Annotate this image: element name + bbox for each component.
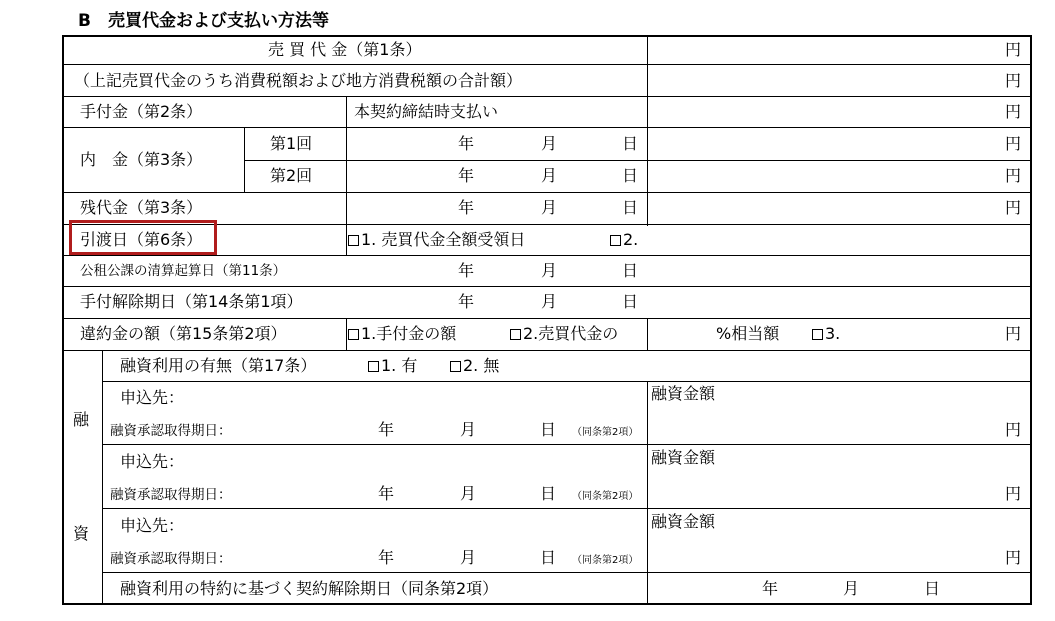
- tax-start-day: 日: [622, 261, 639, 280]
- table-border-bottom: [62, 603, 1032, 605]
- table-border-left: [62, 35, 64, 605]
- row-line: [102, 572, 1032, 573]
- row-line: [62, 127, 1032, 128]
- balance-month: 月: [541, 198, 558, 217]
- penalty-yen: 円: [1005, 324, 1022, 343]
- interim-second-year: 年: [458, 166, 475, 185]
- special-cancel-day: 日: [924, 579, 941, 598]
- loan-side-label-1: 融: [73, 410, 90, 429]
- balance-year: 年: [458, 198, 475, 217]
- loan2-day: 日: [540, 484, 557, 503]
- loan3-day: 日: [540, 548, 557, 567]
- interim-first-year: 年: [458, 134, 475, 153]
- interim-second-month: 月: [541, 166, 558, 185]
- row-line: [62, 64, 1032, 65]
- penalty-option-2-label: 2.売買代金の: [523, 324, 619, 343]
- loan3-year: 年: [378, 548, 395, 567]
- balance-label: 残代金（第3条）: [80, 198, 203, 217]
- row-line: [62, 255, 1032, 256]
- row-line: [102, 508, 1032, 509]
- penalty-label: 違約金の額（第15条第2項）: [80, 324, 287, 343]
- interim-label: 内 金（第3条）: [80, 150, 203, 169]
- cancel-deadline-month: 月: [541, 292, 558, 311]
- loan1-year: 年: [378, 420, 395, 439]
- interim-second-label: 第2回: [270, 166, 313, 185]
- delivery-option-2-label: 2.: [623, 230, 639, 249]
- deposit-yen: 円: [1005, 102, 1022, 121]
- balance-day: 日: [622, 198, 639, 217]
- col-line: [102, 350, 103, 605]
- col-line: [647, 381, 648, 605]
- interim-first-day: 日: [622, 134, 639, 153]
- loan3-amount-label: 融資金額: [651, 512, 716, 531]
- loan-yes-option[interactable]: [368, 356, 417, 376]
- interim-first-month: 月: [541, 134, 558, 153]
- delivery-highlight-box: [69, 220, 217, 255]
- loan1-approval-label: 融資承認取得期日：: [110, 423, 232, 439]
- loan1-amount-label: 融資金額: [651, 384, 716, 403]
- table-border-top: [62, 35, 1032, 37]
- row-line: [102, 444, 1032, 445]
- loan3-applicant-label: 申込先：: [120, 516, 185, 535]
- loan-no-label: 2. 無: [463, 356, 500, 375]
- loan1-yen: 円: [1005, 420, 1022, 439]
- row-line: [62, 350, 1032, 351]
- special-cancel-month: 月: [843, 579, 860, 598]
- loan3-month: 月: [460, 548, 477, 567]
- special-cancel-year: 年: [762, 579, 779, 598]
- loan3-clause-note: （同条第2項）: [572, 555, 639, 566]
- loan2-month: 月: [460, 484, 477, 503]
- table-border-right: [1030, 35, 1032, 605]
- tax-start-label: 公租公課の清算起算日（第11条）: [80, 263, 287, 279]
- interim-second-yen: 円: [1005, 166, 1022, 185]
- loan2-applicant-label: 申込先：: [120, 452, 185, 471]
- loan2-clause-note: （同条第2項）: [572, 491, 639, 502]
- penalty-option-3-label: 3.: [825, 324, 841, 343]
- row-line: [62, 96, 1032, 97]
- checkbox-icon[interactable]: [348, 235, 359, 246]
- delivery-option-1-label: 1. 売買代金全額受領日: [361, 230, 526, 249]
- col-line: [244, 127, 245, 192]
- row-line: [244, 160, 1032, 161]
- price-label: 売 買 代 金（第1条）: [268, 40, 422, 59]
- delivery-option-2[interactable]: [610, 230, 638, 250]
- tax-label: （上記売買代金のうち消費税額および地方消費税額の合計額）: [74, 71, 523, 90]
- loan-yes-label: 1. 有: [381, 356, 418, 375]
- checkbox-icon[interactable]: [450, 361, 461, 372]
- price-yen: 円: [1005, 40, 1022, 59]
- balance-yen: 円: [1005, 198, 1022, 217]
- interim-first-label: 第1回: [270, 134, 313, 153]
- loan1-month: 月: [460, 420, 477, 439]
- deposit-label: 手付金（第2条）: [80, 102, 203, 121]
- special-cancel-label: 融資利用の特約に基づく契約解除期日（同条第2項）: [120, 579, 499, 598]
- loan2-year: 年: [378, 484, 395, 503]
- checkbox-icon[interactable]: [510, 329, 521, 340]
- interim-first-yen: 円: [1005, 134, 1022, 153]
- deposit-timing: 本契約締結時支払い: [354, 102, 499, 121]
- cancel-deadline-label: 手付解除期日（第14条第1項）: [80, 292, 303, 311]
- delivery-label: 引渡日（第6条）: [80, 230, 203, 249]
- penalty-option-3[interactable]: [812, 324, 840, 344]
- row-line: [62, 318, 1032, 319]
- loan3-yen: 円: [1005, 548, 1022, 567]
- cancel-deadline-day: 日: [622, 292, 639, 311]
- row-line: [62, 192, 1032, 193]
- checkbox-icon[interactable]: [812, 329, 823, 340]
- cancel-deadline-year: 年: [458, 292, 475, 311]
- delivery-option-1[interactable]: [348, 230, 525, 250]
- loan-side-label-2: 資: [73, 524, 90, 543]
- loan2-yen: 円: [1005, 484, 1022, 503]
- checkbox-icon[interactable]: [610, 235, 621, 246]
- loan-no-option[interactable]: [450, 356, 499, 376]
- loan2-approval-label: 融資承認取得期日：: [110, 487, 232, 503]
- col-line: [647, 35, 648, 226]
- row-line: [102, 381, 1032, 382]
- penalty-percent-label: %相当額: [716, 324, 780, 343]
- penalty-option-2[interactable]: [510, 324, 618, 344]
- tax-start-month: 月: [541, 261, 558, 280]
- loan1-applicant-label: 申込先：: [120, 388, 185, 407]
- col-line: [647, 318, 648, 350]
- penalty-option-1[interactable]: [348, 324, 456, 344]
- tax-yen: 円: [1005, 71, 1022, 90]
- loan2-amount-label: 融資金額: [651, 448, 716, 467]
- checkbox-icon[interactable]: [368, 361, 379, 372]
- loan1-day: 日: [540, 420, 557, 439]
- penalty-option-1-label: 1.手付金の額: [361, 324, 457, 343]
- section-title: B 売買代金および支払い方法等: [78, 11, 329, 31]
- row-line: [62, 286, 1032, 287]
- tax-start-year: 年: [458, 261, 475, 280]
- loan-usage-label: 融資利用の有無（第17条）: [120, 356, 317, 375]
- interim-second-day: 日: [622, 166, 639, 185]
- loan1-clause-note: （同条第2項）: [572, 427, 639, 438]
- loan3-approval-label: 融資承認取得期日：: [110, 551, 232, 567]
- checkbox-icon[interactable]: [348, 329, 359, 340]
